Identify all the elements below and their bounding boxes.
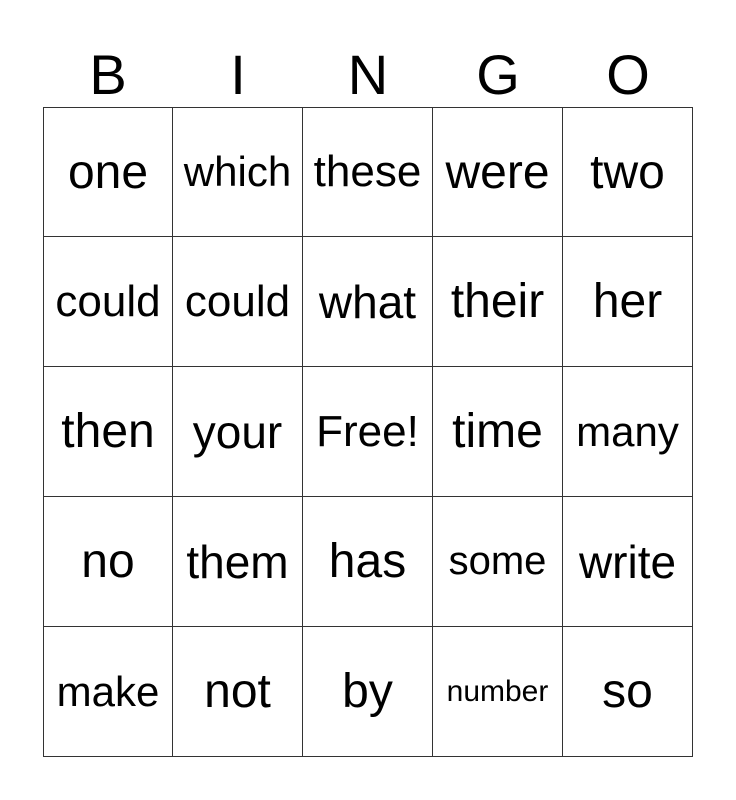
bingo-cell[interactable]: your (173, 367, 303, 497)
bingo-cell[interactable]: could (173, 237, 303, 367)
bingo-cell[interactable]: has (303, 497, 433, 627)
header-letter-i: I (230, 43, 246, 106)
bingo-header (43, 44, 693, 106)
bingo-cell[interactable]: so (563, 627, 693, 757)
bingo-cell[interactable]: which (173, 107, 303, 237)
bingo-cell[interactable]: were (433, 107, 563, 237)
bingo-cell[interactable]: number (433, 627, 563, 757)
bingo-cell[interactable]: her (563, 237, 693, 367)
header-letter-n: N (347, 43, 389, 106)
free-space-cell[interactable]: Free! (303, 367, 433, 497)
bingo-cell[interactable]: these (303, 107, 433, 237)
bingo-cell[interactable]: them (173, 497, 303, 627)
bingo-cell[interactable]: many (563, 367, 693, 497)
header-letter-g: G (476, 43, 520, 106)
bingo-cell[interactable]: by (303, 627, 433, 757)
bingo-cell[interactable]: their (433, 237, 563, 367)
bingo-cell[interactable]: then (43, 367, 173, 497)
bingo-board (43, 107, 693, 757)
bingo-cell[interactable]: write (563, 497, 693, 627)
bingo-cell[interactable]: make (43, 627, 173, 757)
bingo-cell[interactable]: one (43, 107, 173, 237)
header-letter-b: B (89, 43, 127, 106)
bingo-cell[interactable]: two (563, 107, 693, 237)
bingo-cell[interactable]: could (43, 237, 173, 367)
bingo-cell[interactable]: time (433, 367, 563, 497)
bingo-cell[interactable]: some (433, 497, 563, 627)
bingo-cell[interactable]: what (303, 237, 433, 367)
bingo-cell[interactable]: not (173, 627, 303, 757)
header-letter-o: O (606, 43, 650, 106)
bingo-cell[interactable]: no (43, 497, 173, 627)
